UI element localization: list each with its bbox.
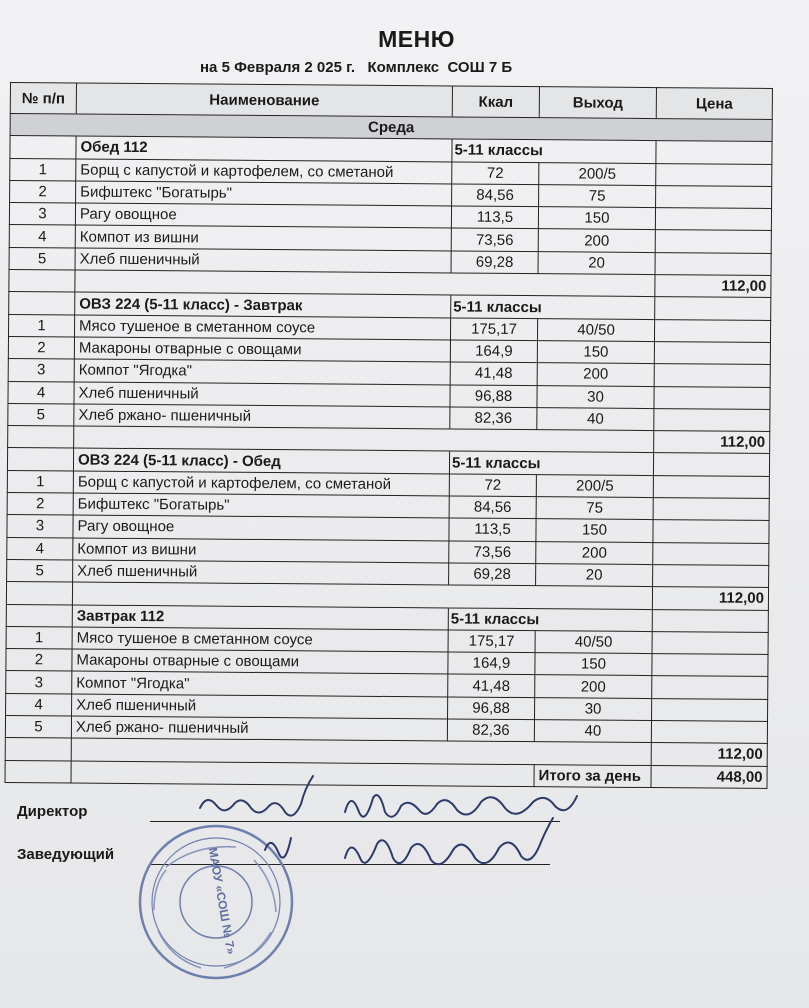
section-name: Обед 112 [76, 136, 452, 161]
item-kcal: 96,88 [448, 697, 535, 720]
item-name: Хлеб пшеничный [73, 560, 449, 585]
section-name: ОВЗ 224 (5-11 класс) - Обед [73, 448, 449, 473]
item-output: 200 [538, 229, 655, 252]
section-total: 112,00 [654, 431, 770, 454]
section-classes: 5-11 классы [449, 451, 653, 475]
item-number: 2 [7, 493, 73, 516]
item-name: Макароны отварные с овощами [74, 337, 450, 362]
item-price [652, 631, 768, 654]
item-kcal: 113,5 [449, 518, 536, 541]
item-number: 5 [9, 247, 75, 270]
director-label: Директор [17, 803, 88, 820]
item-name: Хлеб ржано- пшеничный [74, 404, 450, 429]
item-number: 4 [9, 225, 75, 248]
section-price-cell [655, 297, 771, 320]
item-output: 150 [535, 653, 652, 676]
item-price [656, 163, 772, 186]
item-output: 200 [537, 363, 654, 386]
total-empty-cell [5, 760, 71, 783]
item-name: Борщ с капустой и картофелем, со сметаной [73, 471, 449, 496]
item-name: Мясо тушеное в сметанном соусе [74, 315, 450, 340]
item-price [656, 185, 772, 208]
item-price [652, 698, 768, 721]
section-total: 112,00 [651, 743, 767, 766]
day-label: Среда [10, 114, 772, 142]
total-empty-cell [9, 270, 75, 293]
column-header-kcal: Ккал [452, 86, 539, 118]
item-number: 3 [8, 359, 74, 382]
item-number: 1 [6, 626, 72, 649]
item-output: 30 [537, 385, 654, 408]
item-price [651, 721, 767, 744]
item-output: 200 [535, 675, 652, 698]
item-output: 75 [539, 185, 656, 208]
column-header-output: Выход [539, 87, 656, 119]
item-number: 3 [9, 203, 75, 226]
item-number: 2 [8, 336, 74, 359]
item-kcal: 84,56 [449, 496, 536, 519]
item-output: 40 [537, 408, 654, 431]
item-kcal: 164,9 [448, 652, 535, 675]
item-kcal: 73,56 [451, 228, 538, 251]
item-output: 40/50 [537, 318, 654, 341]
item-kcal: 175,17 [448, 630, 535, 653]
column-header-number: № п/п [10, 83, 76, 115]
manager-label: Заведующий [17, 846, 115, 863]
item-kcal: 84,56 [452, 184, 539, 207]
section-classes: 5-11 классы [451, 295, 655, 319]
item-number: 1 [9, 314, 75, 337]
item-name: Компот из вишни [73, 538, 449, 563]
item-number: 5 [8, 403, 74, 426]
item-price [654, 408, 770, 431]
item-kcal: 69,28 [449, 563, 536, 586]
item-kcal: 41,48 [448, 674, 535, 697]
menu-table-body [5, 114, 772, 789]
item-price [653, 520, 769, 543]
page-subtitle: на 5 Февраля 2 025 г. Комплекс СОШ 7 Б [200, 59, 513, 76]
section-name: ОВЗ 224 (5-11 класс) - Завтрак [75, 292, 451, 317]
item-name: Хлеб ржано- пшеничный [71, 716, 447, 741]
item-output: 30 [535, 697, 652, 720]
item-kcal: 175,17 [450, 318, 537, 341]
item-kcal: 96,88 [450, 385, 537, 408]
section-name: Завтрак 112 [72, 605, 448, 630]
section-number-cell [10, 136, 76, 159]
section-total: 112,00 [655, 275, 771, 298]
item-output: 20 [538, 251, 655, 274]
item-number: 1 [10, 158, 76, 181]
total-empty-cell [6, 582, 72, 605]
item-number: 4 [8, 381, 74, 404]
item-price [655, 252, 771, 275]
item-price [655, 208, 771, 231]
item-number: 2 [10, 180, 76, 203]
item-number: 2 [6, 649, 72, 672]
item-kcal: 69,28 [451, 251, 538, 274]
item-name: Компот "Ягодка" [74, 359, 450, 384]
section-number-cell [7, 448, 73, 471]
item-name: Компот из вишни [75, 226, 451, 251]
item-output: 200 [536, 541, 653, 564]
item-name: Бифштекс "Богатырь" [76, 181, 452, 206]
item-kcal: 82,36 [450, 407, 537, 430]
item-kcal: 82,36 [447, 719, 534, 742]
section-number-cell [6, 604, 72, 627]
item-output: 200/5 [536, 474, 653, 497]
item-price [654, 319, 770, 342]
item-output: 40/50 [535, 630, 652, 653]
item-name: Хлеб пшеничный [75, 248, 451, 273]
section-price-cell [653, 453, 769, 476]
item-output: 75 [536, 497, 653, 520]
item-name: Рагу овощное [73, 515, 449, 540]
item-price [655, 230, 771, 253]
item-number: 5 [5, 716, 71, 739]
item-name: Макароны отварные с овощами [72, 649, 448, 674]
item-number: 3 [6, 671, 72, 694]
item-price [654, 342, 770, 365]
section-price-cell [652, 609, 768, 632]
item-price [654, 386, 770, 409]
item-output: 150 [538, 207, 655, 230]
item-name: Компот "Ягодка" [72, 671, 448, 696]
item-kcal: 72 [452, 162, 539, 185]
column-header-price: Цена [656, 88, 772, 120]
total-empty-cell [5, 738, 71, 761]
item-name: Хлеб пшеничный [72, 694, 448, 719]
item-name: Бифштекс "Богатырь" [73, 493, 449, 518]
day-total-value: 448,00 [651, 765, 767, 788]
item-price [653, 475, 769, 498]
signatures-handwriting [195, 768, 595, 878]
column-header-name: Наименование [76, 83, 452, 117]
stamp-text: МАОУ «СОШ № 7» [205, 846, 239, 956]
item-number: 4 [7, 537, 73, 560]
item-price [654, 364, 770, 387]
item-number: 3 [7, 515, 73, 538]
item-output: 200/5 [539, 162, 656, 185]
item-output: 150 [537, 341, 654, 364]
item-output: 40 [534, 720, 651, 743]
day-total-label: Итого за день [534, 764, 651, 787]
page-title: МЕНЮ [378, 26, 455, 52]
item-kcal: 41,48 [450, 362, 537, 385]
item-name: Рагу овощное [75, 203, 451, 228]
item-output: 150 [536, 519, 653, 542]
item-kcal: 113,5 [451, 206, 538, 229]
item-price [652, 654, 768, 677]
item-price [653, 542, 769, 565]
item-kcal: 164,9 [450, 340, 537, 363]
item-price [653, 565, 769, 588]
item-name: Хлеб пшеничный [74, 382, 450, 407]
item-name: Борщ с капустой и картофелем, со сметаной [76, 159, 452, 184]
item-name: Мясо тушеное в сметанном соусе [72, 627, 448, 652]
item-number: 4 [6, 693, 72, 716]
menu-table [4, 82, 772, 789]
section-price-cell [656, 141, 772, 164]
item-number: 5 [7, 559, 73, 582]
total-empty-cell [8, 426, 74, 449]
section-total: 112,00 [652, 587, 768, 610]
item-number: 1 [7, 470, 73, 493]
item-kcal: 73,56 [449, 541, 536, 564]
item-price [652, 676, 768, 699]
section-classes: 5-11 классы [448, 607, 652, 631]
section-classes: 5-11 классы [452, 139, 656, 163]
item-kcal: 72 [449, 474, 536, 497]
item-price [653, 498, 769, 521]
item-output: 20 [536, 564, 653, 587]
section-number-cell [9, 292, 75, 315]
